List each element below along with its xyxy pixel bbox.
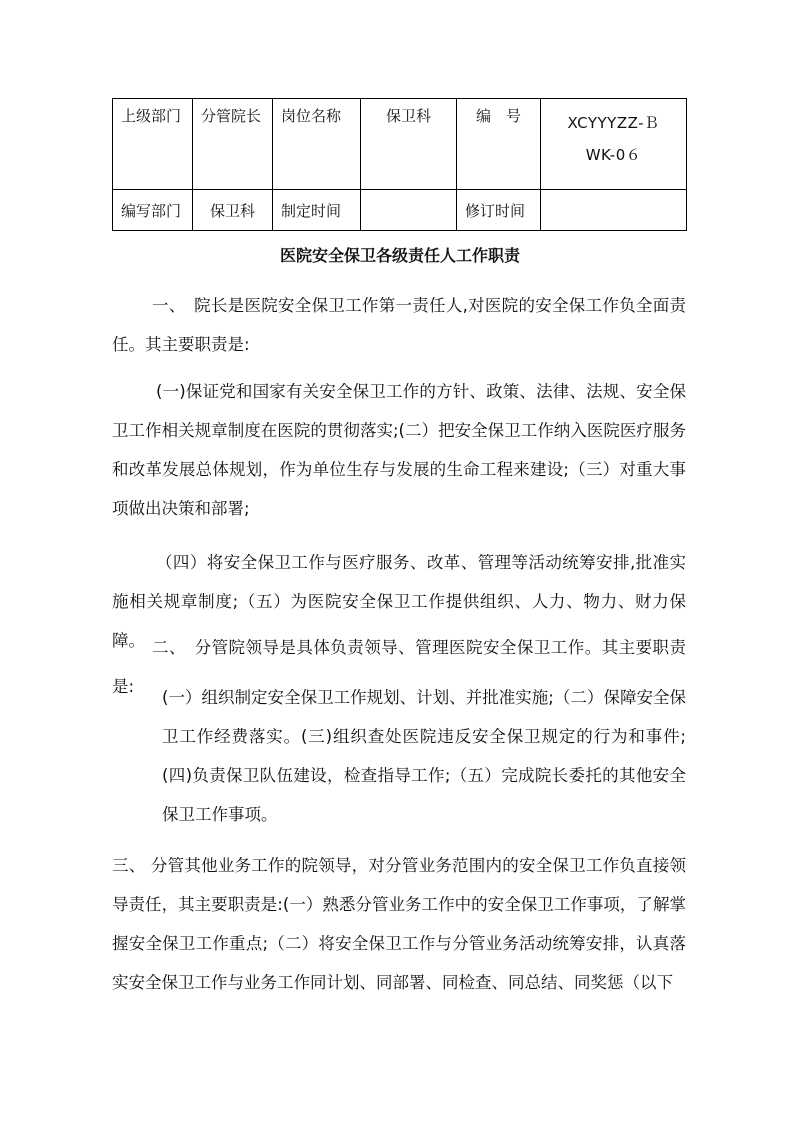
paragraph-6: 三、 分管其他业务工作的院领导，对分管业务范围内的安全保卫工作负直接领导责任，其主要职责是:(一）熟悉分管业务工作中的安全保卫工作事项，了解掌握安全保卫工作重点;（二）将安全保卫工作与分管业务活动统筹安排，认真落实安全保卫工作与业务工作同计划、同部署、同检查、同总结、同奖惩（以下 bbox=[112, 856, 686, 992]
creation-time-value bbox=[361, 190, 457, 231]
document-number-line-2: WK-0６ bbox=[585, 146, 642, 164]
paragraph-1: 一、 院长是医院安全保卫工作第一责任人,对医院的安全保工作负全面责任。其主要职责是: bbox=[112, 296, 686, 354]
document-header-table bbox=[112, 98, 687, 231]
revision-time-value bbox=[541, 190, 687, 231]
post-name-value: 保卫科 bbox=[361, 99, 457, 190]
paragraph-3: （四）将安全保卫工作与医疗服务、改革、管理等活动统筹安排,批准实施相关规章制度;（五）为医院安全保卫工作提供组织、人力、物力、财力保障。 bbox=[112, 553, 686, 650]
header-row-2 bbox=[113, 190, 687, 231]
document-number bbox=[541, 99, 687, 190]
paragraph-4: 二、 分管院领导是具体负责领导、管理医院安全保卫工作。其主要职责是: bbox=[112, 638, 686, 696]
number-label: 编 号 bbox=[457, 99, 541, 190]
superior-dept-label: 上级部门 bbox=[113, 99, 193, 190]
writing-dept-value: 保卫科 bbox=[193, 190, 273, 231]
superior-dept-value: 分管院长 bbox=[193, 99, 273, 190]
revision-time-label: 修订时间 bbox=[457, 190, 541, 231]
document-number-line-1: XCYYYZZ-Ｂ bbox=[567, 114, 660, 132]
paragraph-2: (一)保证党和国家有关安全保卫工作的方针、政策、法律、法规、安全保卫工作相关规章制度在医院的贯彻落实;(二）把安全保卫工作纳入医院医疗服务和改革发展总体规划，作为单位生存与发展的生命工程来建设;（三）对重大事项做出决策和部署; bbox=[112, 382, 686, 518]
post-name-label: 岗位名称 bbox=[273, 99, 361, 190]
creation-time-label: 制定时间 bbox=[273, 190, 361, 231]
paragraph-5: (一）组织制定安全保卫工作规划、计划、并批准实施;（二）保障安全保卫工作经费落实。(三)组织查处医院违反安全保卫规定的行为和事件;(四)负责保卫队伍建设，检查指导工作;（五）完成院长委托的其他安全保卫工作事项。 bbox=[162, 688, 686, 824]
header-row-1 bbox=[113, 99, 687, 190]
document-title: 医院安全保卫各级责任人工作职责 bbox=[279, 246, 520, 265]
writing-dept-label: 编写部门 bbox=[113, 190, 193, 231]
